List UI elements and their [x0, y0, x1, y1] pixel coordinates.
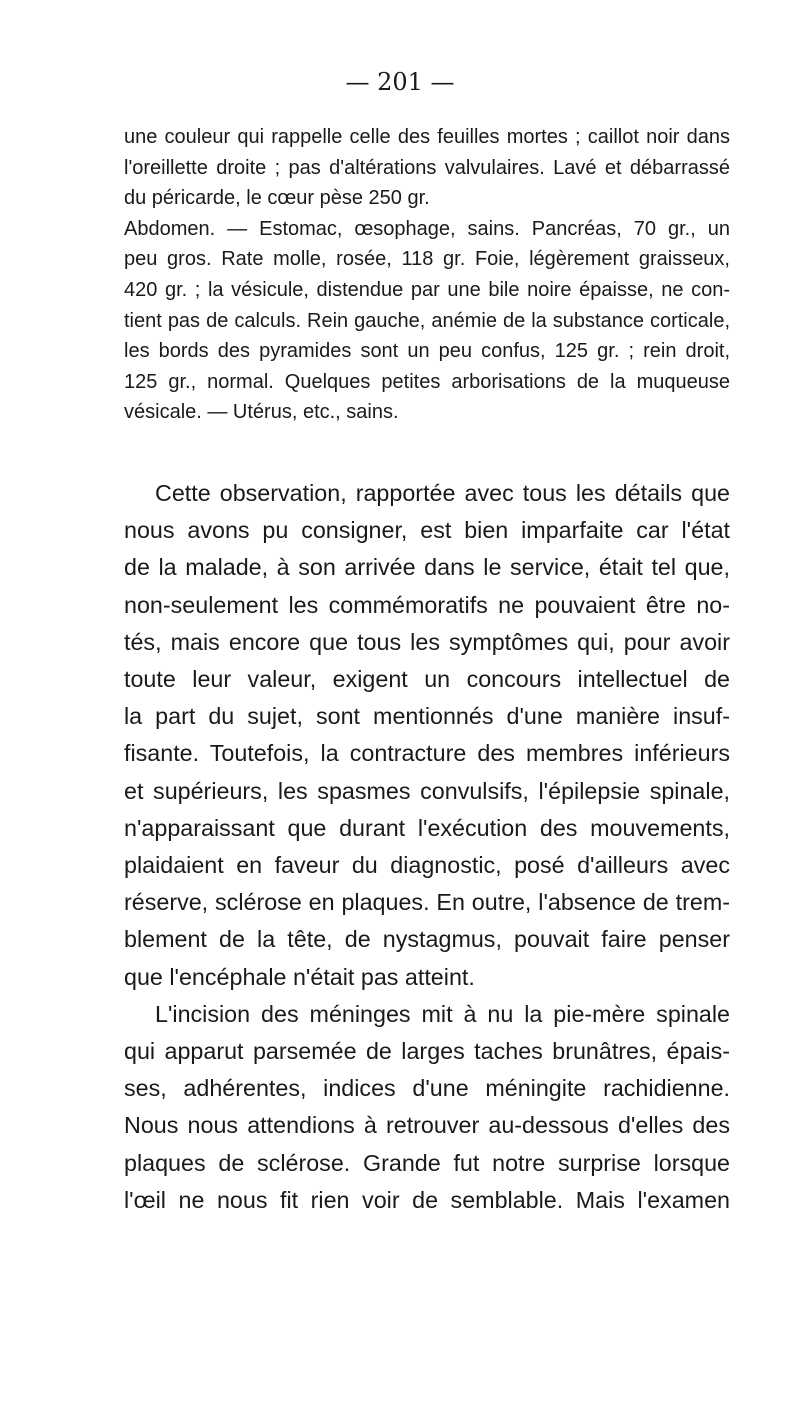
text-line: tient pas de calculs. Rein gauche, anémie de la substance corticale,	[124, 309, 730, 332]
text-line: réserve, sclérose en plaques. En outre, l'absence de trem-	[124, 889, 730, 916]
text-line: tés, mais encore que tous les symptômes qui, pour avoir	[124, 628, 730, 655]
text-line: vésicale. — Utérus, etc., sains.	[124, 401, 399, 424]
discussion-section	[124, 475, 730, 1219]
text-line: du péricarde, le cœur pèse 250 gr.	[124, 187, 430, 210]
text-line: l'oreillette droite ; pas d'altérations valvulaires. Lavé et débarrassé	[124, 156, 730, 179]
text-line: que l'encéphale n'était pas atteint.	[124, 963, 475, 990]
text-line: plaques de sclérose. Grande fut notre surprise lorsque	[124, 1149, 730, 1176]
discussion-paragraph	[124, 475, 730, 996]
incision-paragraph	[124, 996, 730, 1219]
text-line: blement de la tête, de nystagmus, pouvait faire penser	[124, 926, 730, 953]
text-line: peu gros. Rate molle, rosée, 118 gr. Foie, légèrement graisseux,	[124, 248, 730, 271]
text-line: 125 gr., normal. Quelques petites arborisations de la muqueuse	[124, 370, 730, 393]
autopsy-paragraph	[124, 122, 730, 428]
text-line: L'incision des méninges mit à nu la pie-mère spinale	[155, 1000, 730, 1027]
text-line: Abdomen. — Estomac, œsophage, sains. Pancréas, 70 gr., un	[124, 217, 730, 240]
text-line: l'œil ne nous fit rien voir de semblable. Mais l'examen	[124, 1186, 730, 1213]
text-line: une couleur qui rappelle celle des feuilles mortes ; caillot noir dans	[124, 126, 730, 148]
text-line: fisante. Toutefois, la contracture des membres inférieurs	[124, 740, 730, 767]
text-line: nous avons pu consigner, est bien imparfaite car l'état	[124, 517, 730, 544]
text-line: 420 gr. ; la vésicule, distendue par une bile noire épaisse, ne con-	[124, 278, 730, 301]
text-line: plaidaient en faveur du diagnostic, posé d'ailleurs avec	[124, 852, 730, 879]
text-line: non-seulement les commémoratifs ne pouvaient être no-	[124, 591, 730, 618]
text-line: qui apparut parsemée de larges taches brunâtres, épais-	[124, 1038, 730, 1065]
text-line: les bords des pyramides sont un peu confus, 125 gr. ; rein droit,	[124, 340, 730, 363]
text-line: Cette observation, rapportée avec tous les détails que	[155, 480, 730, 506]
text-line: Nous nous attendions à retrouver au-dessous d'elles des	[124, 1112, 730, 1139]
text-line: la part du sujet, sont mentionnés d'une manière insuf-	[124, 703, 730, 730]
text-line: ses, adhérentes, indices d'une méningite rachidienne.	[124, 1075, 730, 1102]
text-line: et supérieurs, les spasmes convulsifs, l'épilepsie spinale,	[124, 777, 730, 804]
text-line: de la malade, à son arrivée dans le service, était tel que,	[124, 554, 730, 581]
text-line: n'apparaissant que durant l'exécution des mouvements,	[124, 814, 730, 841]
page-number: — 201 —	[345, 68, 455, 96]
text-line: toute leur valeur, exigent un concours intellectuel de	[124, 666, 730, 693]
